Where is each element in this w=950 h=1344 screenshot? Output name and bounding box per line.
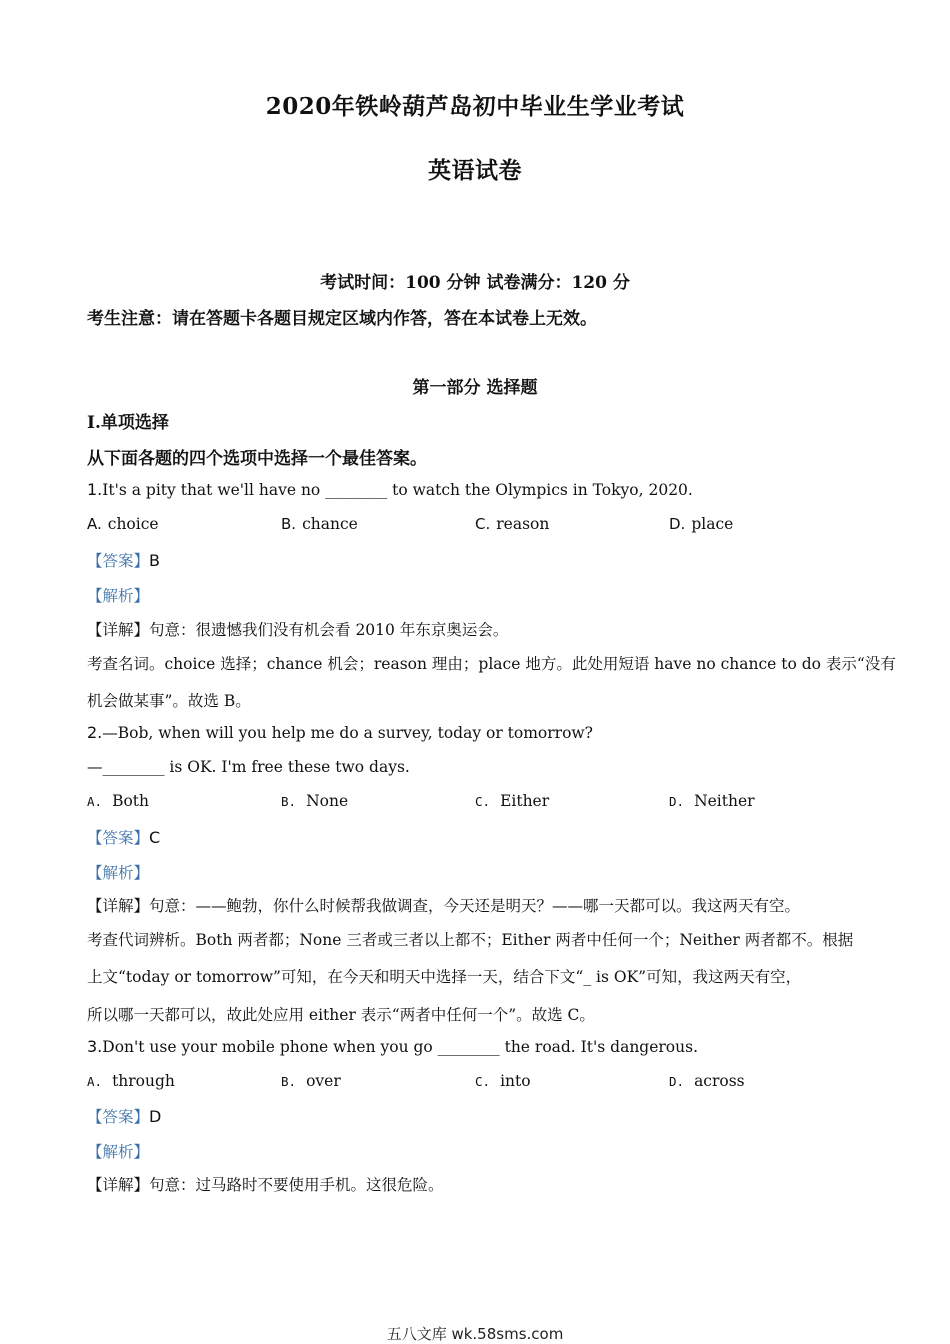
- question-1-answer: [87, 549, 160, 571]
- question-3-option-c: C. into: [475, 1072, 531, 1090]
- exam-title: 2020年铁岭葫芦岛初中毕业生学业考试: [265, 93, 685, 120]
- question-1-explanation-line-2: 机会做某事”。故选 B。: [87, 692, 251, 710]
- question-2-answer-value: C: [149, 828, 161, 847]
- question-2-number: 2.: [87, 723, 103, 742]
- question-1-analysis: [87, 584, 149, 606]
- question-1-stem: [87, 480, 693, 499]
- question-2-explanation-line-2: 上文“today or tomorrow”可知，在今天和明天中选择一天，结合下文“_ is OK”可知，我这两天有空，: [87, 968, 802, 986]
- question-3-option-d: D. across: [669, 1072, 745, 1090]
- question-2-option-c: C. Either: [475, 792, 550, 810]
- question-1-answer-value: B: [149, 551, 160, 570]
- question-2-text: —Bob, when will you help me do a survey, today or tomorrow?: [102, 724, 593, 742]
- answer-tag: 【答案】: [87, 552, 150, 570]
- question-1-detail: 【详解】句意：很遗憾我们没有机会看 2010 年东京奥运会。: [87, 621, 509, 639]
- question-1-explanation-line-1: 考查名词。choice 选择；chance 机会；reason 理由；place 地方。此处用短语 have no chance to do 表示“没有: [87, 655, 896, 673]
- question-2-explanation-line-3: 所以哪一天都可以，故此处应用 either 表示“两者中任何一个”。故选 C。: [87, 1006, 595, 1024]
- detail-tag: 【详解】: [87, 897, 150, 915]
- question-2-option-a: A. Both: [87, 792, 149, 810]
- exam-notice: 考生注意：请在答题卡各题目规定区域内作答，答在本试卷上无效。: [87, 309, 597, 329]
- question-2-explanation-line-1: 考查代词辨析。Both 两者都；None 三者或三者以上都不；Either 两者中任何一个；Neither 两者都不。根据: [87, 931, 854, 949]
- question-3-analysis: [87, 1140, 149, 1162]
- question-1-option-a: A. choice: [87, 515, 159, 533]
- answer-tag: 【答案】: [87, 1108, 150, 1126]
- section-title: I.单项选择: [87, 413, 169, 433]
- detail-tag: 【详解】: [87, 621, 150, 639]
- analysis-tag: 【解析】: [87, 587, 150, 605]
- question-1-number: 1.: [87, 480, 103, 499]
- question-1-option-c: C. reason: [475, 515, 550, 533]
- question-2-analysis: [87, 861, 149, 883]
- question-3-number: 3.: [87, 1037, 103, 1056]
- exam-meta: 考试时间：100 分钟 试卷满分：120 分: [320, 273, 630, 293]
- question-3-answer-value: D: [149, 1107, 162, 1126]
- exam-subtitle: 英语试卷: [428, 157, 522, 184]
- question-3-stem: [87, 1037, 698, 1056]
- question-2-detail: 【详解】句意：——鲍勃，你什么时候帮我做调查，今天还是明天？——哪一天都可以。我这两天有空。: [87, 897, 801, 915]
- detail-tag: 【详解】: [87, 1176, 150, 1194]
- question-1-option-b: B. chance: [281, 515, 358, 533]
- question-2-stem-line-2: —________ is OK. I'm free these two days.: [87, 758, 410, 776]
- answer-tag: 【答案】: [87, 829, 150, 847]
- question-3-answer: [87, 1105, 161, 1127]
- part-title: 第一部分 选择题: [412, 378, 538, 398]
- question-3-text: Don't use your mobile phone when you go ________ the road. It's dangerous.: [102, 1038, 699, 1056]
- question-1-text: It's a pity that we'll have no ________ to watch the Olympics in Tokyo, 2020.: [102, 481, 693, 499]
- question-3-option-a: A. through: [87, 1072, 175, 1090]
- analysis-tag: 【解析】: [87, 864, 150, 882]
- analysis-tag: 【解析】: [87, 1143, 150, 1161]
- question-1-option-d: D. place: [669, 515, 734, 533]
- question-2-option-b: B. None: [281, 792, 349, 810]
- question-2-answer: [87, 826, 160, 848]
- question-2-option-d: D. Neither: [669, 792, 755, 810]
- question-2-stem: [87, 723, 593, 742]
- question-3-option-b: B. over: [281, 1072, 341, 1090]
- question-3-detail: 【详解】句意：过马路时不要使用手机。这很危险。: [87, 1176, 444, 1194]
- section-instruction: 从下面各题的四个选项中选择一个最佳答案。: [87, 449, 427, 469]
- footer-watermark: 五八文库 wk.58sms.com: [386, 1325, 564, 1343]
